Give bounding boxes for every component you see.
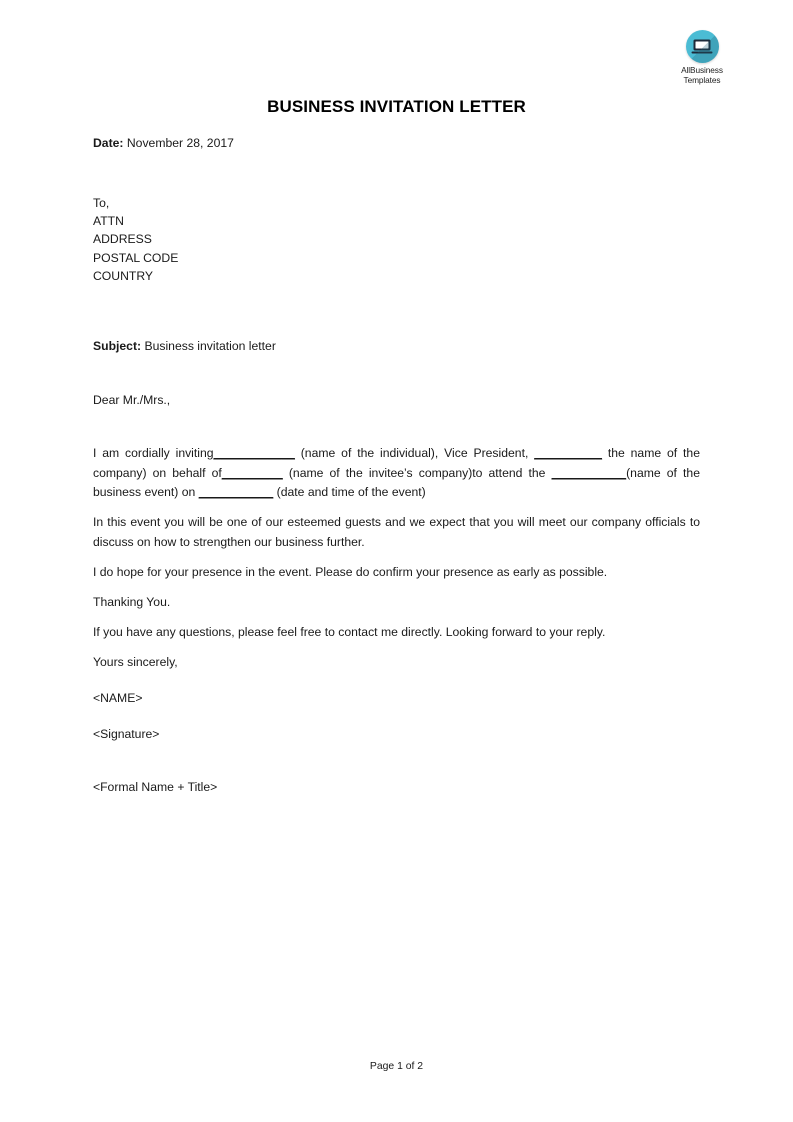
body-paragraph-4: Thanking You. bbox=[93, 595, 171, 609]
address-line: ATTN bbox=[93, 214, 124, 229]
laptop-screen bbox=[694, 39, 711, 50]
name-placeholder: <NAME> bbox=[93, 691, 143, 705]
address-line: To, bbox=[93, 196, 110, 210]
fill-blank-invitee-company[interactable]: _________ bbox=[221, 465, 283, 480]
logo-wordmark-line1: AllBusiness bbox=[681, 65, 723, 75]
laptop-base bbox=[692, 51, 713, 54]
address-line: COUNTRY bbox=[93, 268, 154, 283]
fill-blank-event-datetime[interactable]: ___________ bbox=[198, 485, 274, 499]
logo-wordmark bbox=[664, 66, 740, 85]
address-line: ADDRESS bbox=[93, 232, 152, 247]
para1-seg4: (name of the invitee’s company)to attend the bbox=[282, 465, 552, 480]
para1-seg1: I am cordially inviting bbox=[93, 446, 214, 460]
allbusinesstemplates-logo bbox=[664, 30, 740, 85]
date-line bbox=[93, 134, 700, 153]
body-paragraph-1 bbox=[93, 444, 700, 503]
para1-seg6: (date and time of the event) bbox=[273, 485, 426, 499]
recipient-address-block bbox=[93, 194, 700, 285]
signature-placeholder: <Signature> bbox=[93, 727, 160, 741]
fill-blank-company-name[interactable]: __________ bbox=[534, 446, 602, 460]
fill-blank-event-name[interactable]: ___________ bbox=[551, 465, 627, 480]
body-paragraph-3: I do hope for your presence in the event. Please do confirm your presence as early as possible. bbox=[93, 565, 608, 579]
closing-line: Yours sincerely, bbox=[93, 655, 178, 669]
fill-blank-individual-name[interactable]: ____________ bbox=[213, 446, 295, 460]
logo-wordmark-line2: Templates bbox=[683, 74, 721, 85]
para1-seg5: (name of the business event) on bbox=[93, 465, 700, 499]
formal-name-title-placeholder: <Formal Name + Title> bbox=[93, 780, 218, 794]
date-value: November 28, 2017 bbox=[126, 136, 234, 150]
subject-value: Business invitation letter bbox=[144, 339, 276, 353]
body-paragraph-2: In this event you will be one of our esteemed guests and we expect that you will meet our company officials to discuss on how to strengthen our business further. bbox=[93, 515, 700, 549]
subject-label: Subject: bbox=[93, 339, 142, 353]
salutation: Dear Mr./Mrs., bbox=[93, 393, 171, 407]
page-footer: Page 1 of 2 bbox=[369, 1061, 424, 1072]
para1-seg3: the name of the company) on behalf of bbox=[93, 446, 700, 480]
para1-seg2: (name of the individual), Vice President, bbox=[294, 446, 535, 460]
logo-circle bbox=[686, 30, 719, 63]
laptop-icon bbox=[692, 39, 713, 54]
laptop-screen-inner bbox=[696, 41, 709, 48]
page-title: BUSINESS INVITATION LETTER bbox=[267, 97, 526, 116]
date-label: Date: bbox=[93, 136, 124, 150]
address-line: POSTAL CODE bbox=[93, 250, 179, 265]
subject-line bbox=[93, 337, 700, 356]
body-paragraph-5: If you have any questions, please feel free to contact me directly. Looking forward to your reply. bbox=[93, 625, 606, 639]
